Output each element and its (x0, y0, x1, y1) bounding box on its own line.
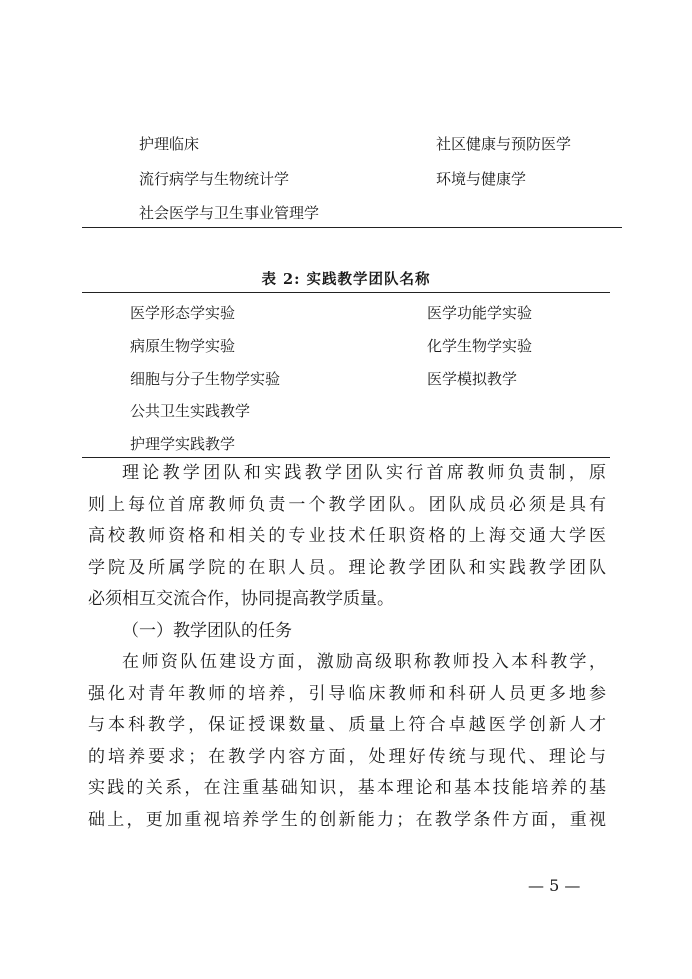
paragraph-line: 高校教师资格和相关的专业技术任职资格的上海交通大学医 (88, 526, 606, 546)
paragraph-line: 与本科教学，保证授课数量、质量上符合卓越医学创新人才 (88, 715, 606, 735)
table2-cell: 医学模拟教学 (427, 370, 518, 388)
table2-cell: 化学生物学实验 (427, 337, 533, 355)
paragraph-line: 础上，更加重视培养学生的创新能力；在教学条件方面，重视 (88, 809, 606, 830)
paragraph-line: 在师资队伍建设方面，激励高级职称教师投入本科教学， (122, 652, 606, 672)
table2-cell: 病原生物学实验 (130, 337, 236, 355)
table1-cell: 环境与健康学 (436, 170, 527, 188)
table2-cell: 医学形态学实验 (130, 304, 236, 322)
table1-cell: 流行病学与生物统计学 (139, 170, 290, 188)
paragraph-line: 则上每位首席教师负责一个教学团队。团队成员必须是具有 (88, 494, 606, 515)
table1-cell: 护理临床 (139, 135, 200, 153)
paragraph-line: 强化对青年教师的培养，引导临床教师和科研人员更多地参 (88, 683, 606, 704)
paragraph-line: 学院及所属学院的在职人员。理论教学团队和实践教学团队 (88, 557, 606, 578)
table2-cell: 医学功能学实验 (427, 304, 533, 322)
body-text (88, 458, 606, 836)
paragraph-line: 实践的关系，在注重基础知识，基本理论和基本技能培养的基 (88, 778, 606, 798)
table2-cell: 公共卫生实践教学 (130, 402, 251, 420)
table2-caption: 表 2: 实践教学团队名称 (261, 271, 431, 288)
table1-cell: 社区健康与预防医学 (436, 135, 572, 153)
page-number: — 5 — (528, 876, 581, 895)
table1-bottom-rule (82, 227, 622, 228)
paragraph-line: 理论教学团队和实践教学团队实行首席教师负责制，原 (122, 463, 606, 483)
section-heading: （一）教学团队的任务 (122, 620, 292, 641)
table2-cell: 细胞与分子生物学实验 (130, 370, 281, 388)
table2-top-rule (82, 292, 610, 293)
paragraph-line: 必须相互交流合作，协同提高教学质量。 (88, 589, 394, 609)
table2-cell: 护理学实践教学 (130, 435, 236, 453)
paragraph-line: 的培养要求；在教学内容方面，处理好传统与现代、理论与 (88, 746, 606, 767)
table1-cell: 社会医学与卫生事业管理学 (139, 204, 320, 222)
